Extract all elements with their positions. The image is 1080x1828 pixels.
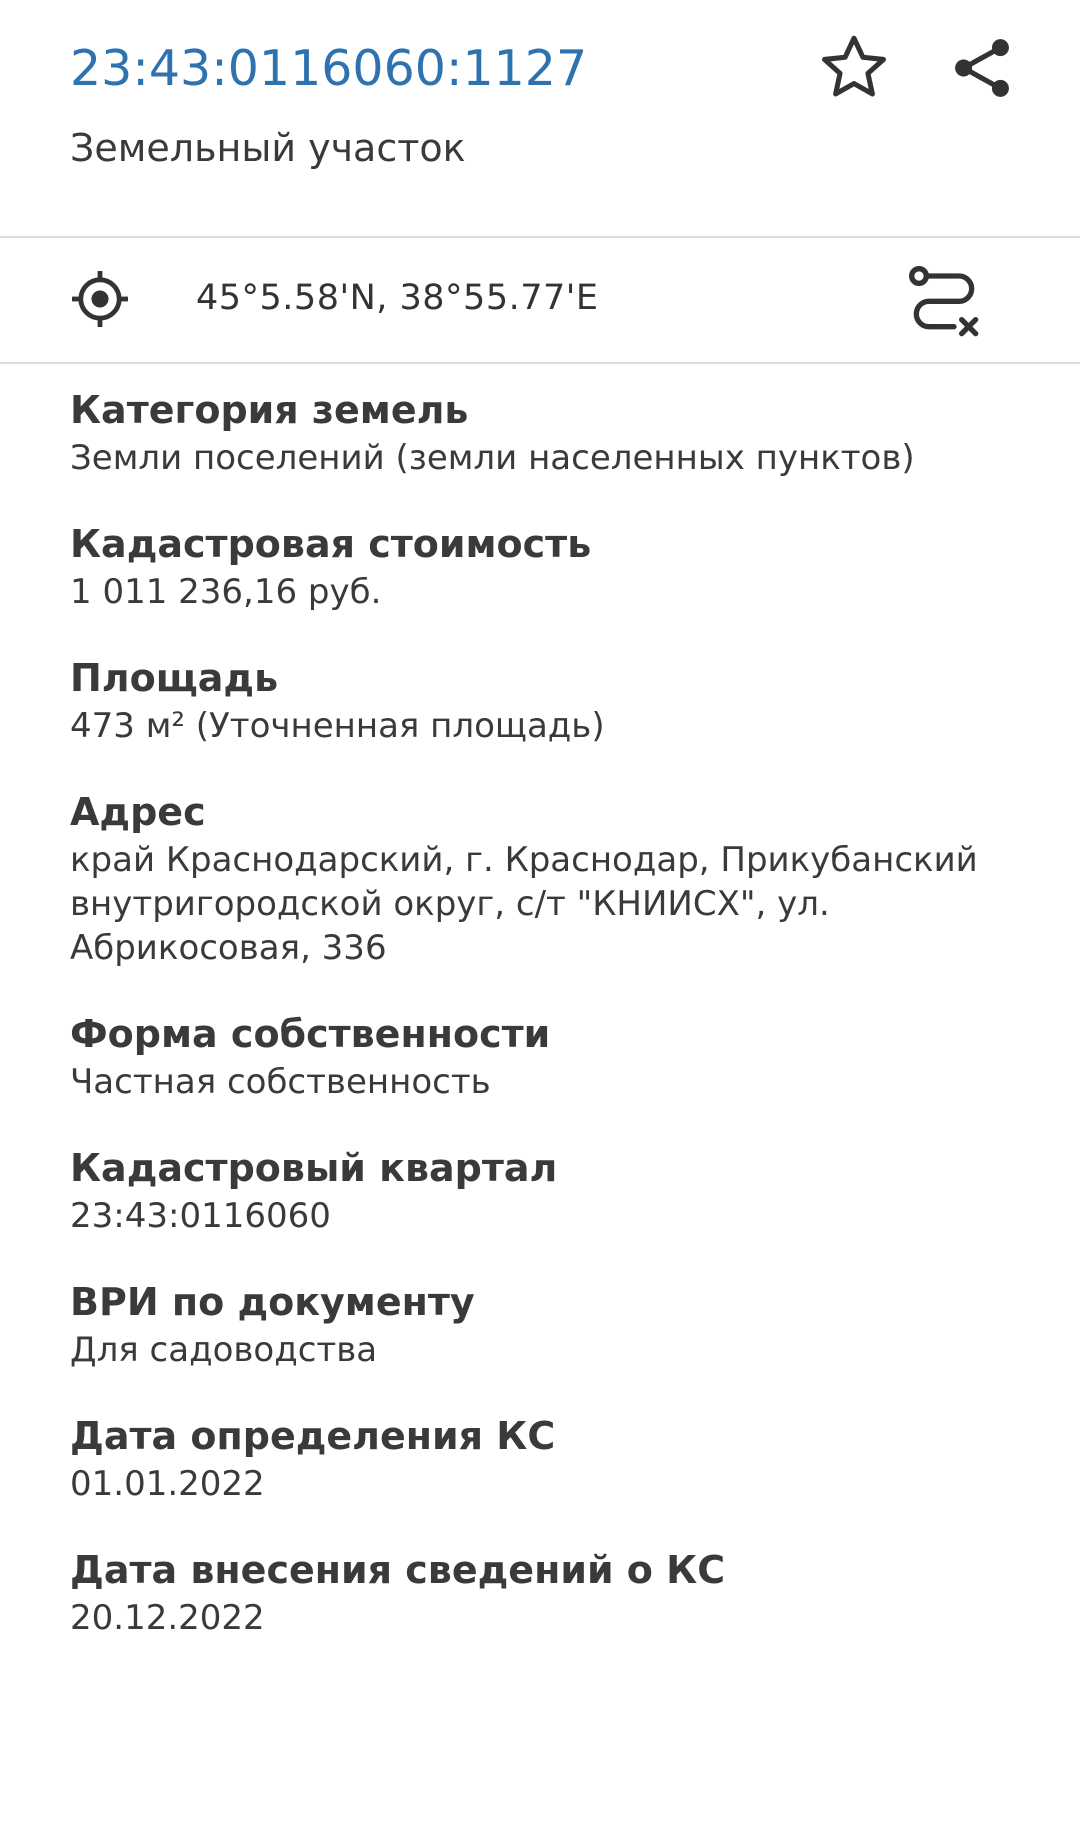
field-label: Дата определения КС [70, 1414, 556, 1458]
share-icon [948, 34, 1016, 102]
field-area [70, 652, 1030, 748]
field-value: 473 м² (Уточненная площадь) [70, 706, 605, 746]
field-label: Адрес [70, 790, 206, 834]
coordinates-text[interactable]: 45°5.58'N, 38°55.77'E [196, 278, 599, 318]
crosshair-icon [68, 267, 132, 331]
field-cadastral-value [70, 518, 1030, 614]
field-label: Категория земель [70, 388, 469, 432]
cadastral-number[interactable]: 23:43:0116060:1127 [70, 40, 588, 97]
field-value: 1 011 236,16 руб. [70, 572, 382, 612]
field-value: 20.12.2022 [70, 1598, 265, 1638]
field-address [70, 786, 1030, 970]
field-value: край Краснодарский, г. Краснодар, Прикубанский внутригородской округ, с/т "КНИИСХ", ул. Абрикосовая, 336 [70, 840, 978, 968]
field-value: Частная собственность [70, 1062, 491, 1102]
field-label: Кадастровый квартал [70, 1146, 558, 1190]
locate-button[interactable] [62, 261, 138, 337]
field-ownership-form [70, 1008, 1030, 1104]
property-details [70, 384, 1030, 1678]
field-label: Кадастровая стоимость [70, 522, 592, 566]
field-cadastral-quarter [70, 1142, 1030, 1238]
field-label: Площадь [70, 656, 279, 700]
route-clear-icon [904, 262, 984, 342]
header [0, 0, 1080, 238]
field-value: Для садоводства [70, 1330, 378, 1370]
share-button[interactable] [942, 28, 1022, 108]
field-label: Дата внесения сведений о КС [70, 1548, 726, 1592]
field-valuation-date [70, 1410, 1030, 1506]
field-value: Земли поселений (земли населенных пунктов) [70, 438, 915, 478]
field-value: 23:43:0116060 [70, 1196, 331, 1236]
field-land-category [70, 384, 1030, 480]
field-label: ВРИ по документу [70, 1280, 475, 1324]
route-button[interactable] [900, 258, 988, 346]
field-entry-date [70, 1544, 1030, 1640]
star-outline-icon [816, 30, 892, 106]
field-permitted-use [70, 1276, 1030, 1372]
favorite-button[interactable] [812, 26, 896, 110]
object-type: Земельный участок [70, 126, 466, 170]
coordinates-row [0, 238, 1080, 364]
field-value: 01.01.2022 [70, 1464, 265, 1504]
field-label: Форма собственности [70, 1012, 551, 1056]
